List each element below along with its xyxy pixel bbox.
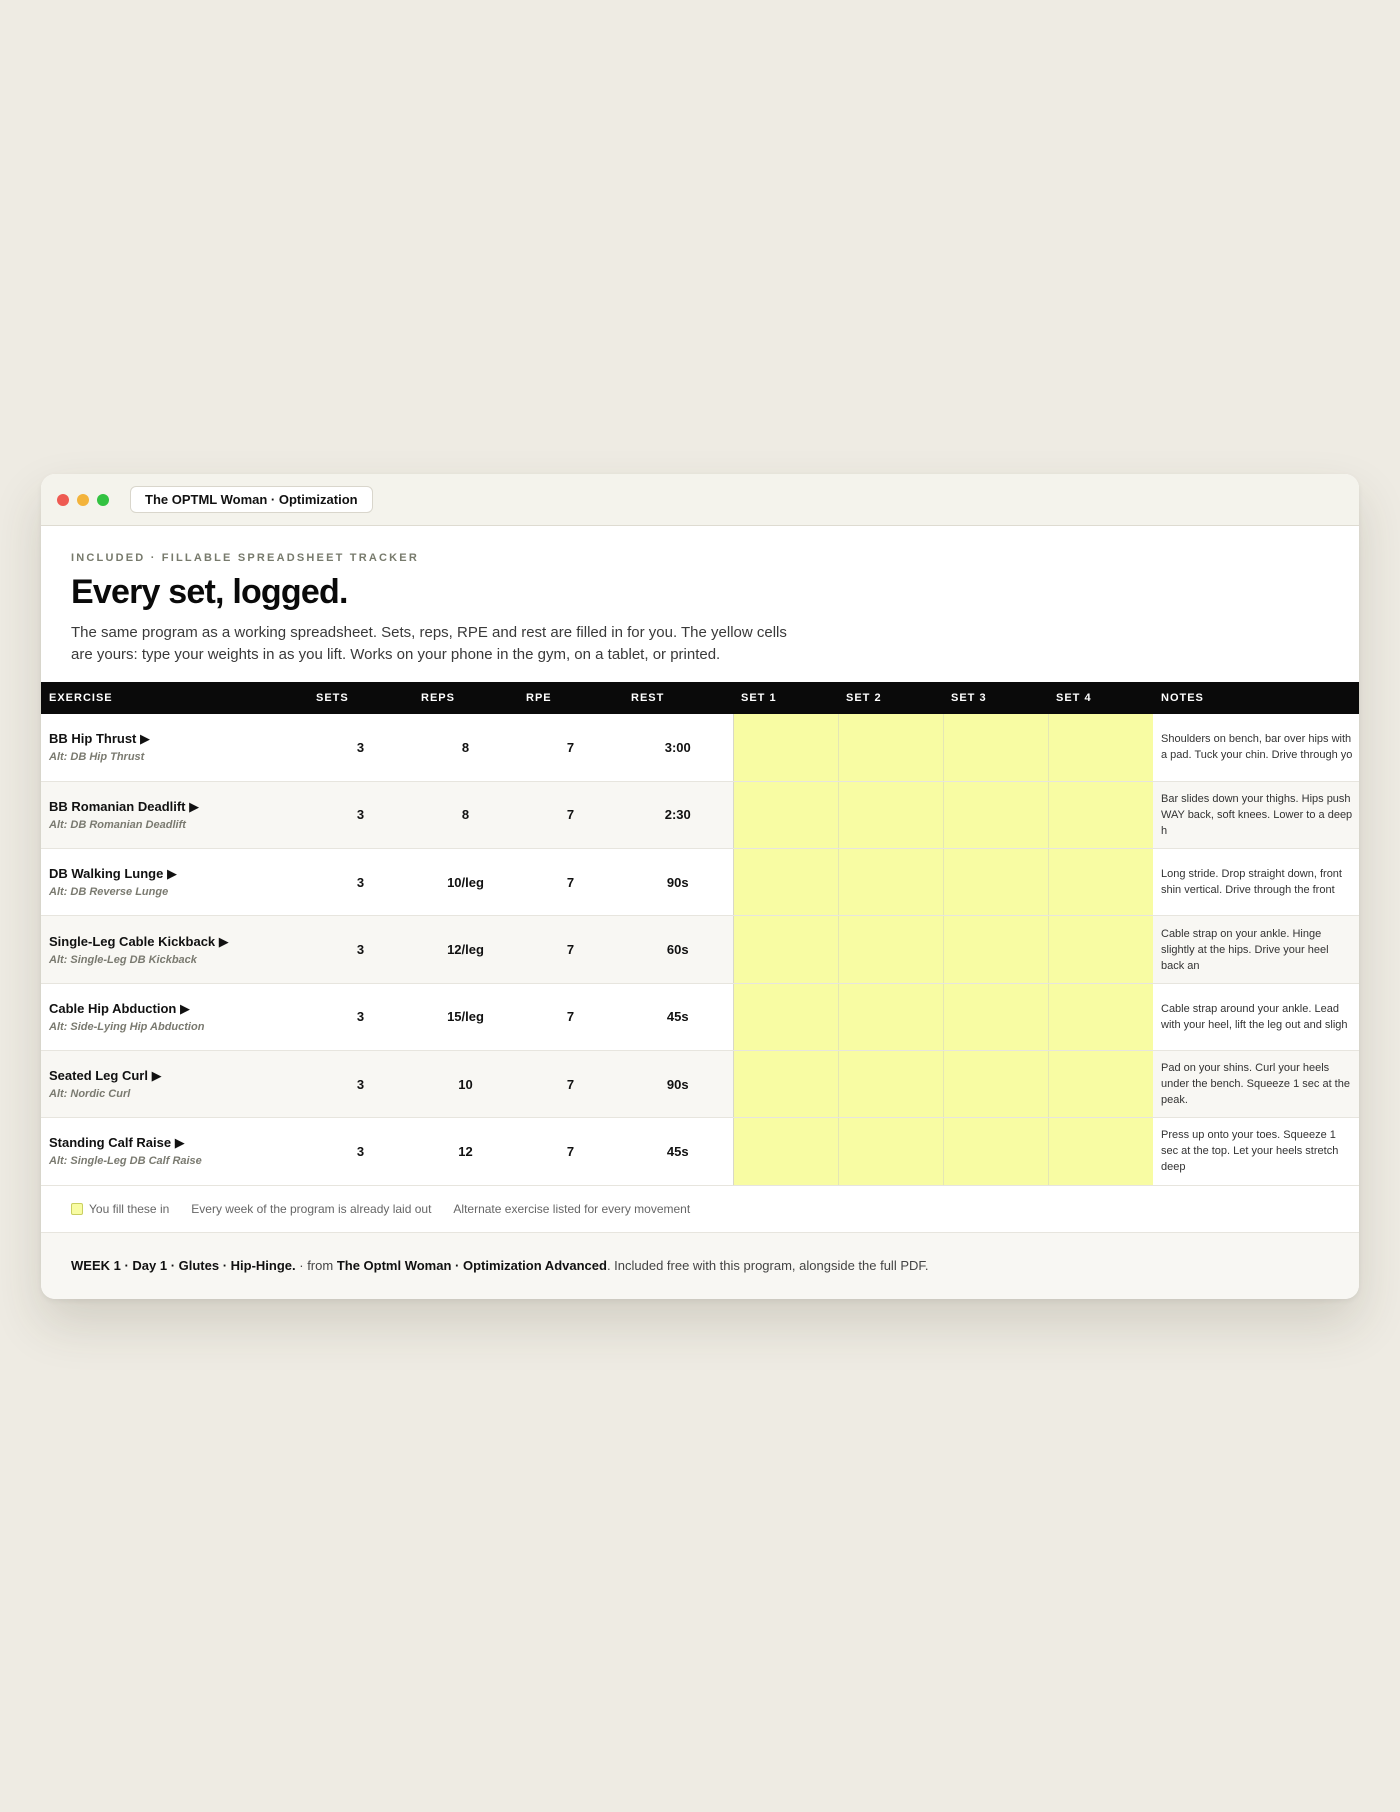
set-4-weight-input[interactable] (1048, 781, 1153, 848)
rest-cell: 3:00 (623, 714, 733, 781)
sets-cell: 3 (308, 916, 413, 983)
rpe-cell: 7 (518, 1118, 623, 1185)
page-title: Every set, logged. (71, 573, 348, 611)
set-2-weight-input[interactable] (838, 1050, 943, 1117)
rest-cell: 90s (623, 849, 733, 916)
set-3-weight-input[interactable] (943, 916, 1048, 983)
set-3-weight-input[interactable] (943, 983, 1048, 1050)
minimize-window-button[interactable] (77, 494, 89, 506)
col-header-notes: NOTES (1153, 682, 1359, 714)
notes-cell: Cable strap around your ankle. Lead with your heel, lift the leg out and sligh (1153, 983, 1359, 1050)
exercise-cell (41, 916, 308, 983)
exercise-name-link[interactable]: Seated Leg Curl ▶ (49, 1068, 162, 1084)
set-2-weight-input[interactable] (838, 1118, 943, 1185)
fill-swatch-icon (71, 1203, 83, 1215)
exercise-cell (41, 849, 308, 916)
set-1-weight-input[interactable] (733, 781, 838, 848)
exercise-alternate: Alt: Nordic Curl (49, 1088, 131, 1101)
col-header-set-4: SET 4 (1048, 682, 1153, 714)
eyebrow-label: INCLUDED · FILLABLE SPREADSHEET TRACKER (71, 552, 419, 564)
table-row (41, 916, 1359, 983)
rpe-cell: 7 (518, 714, 623, 781)
table-row (41, 781, 1359, 848)
table-row (41, 983, 1359, 1050)
set-3-weight-input[interactable] (943, 714, 1048, 781)
set-2-weight-input[interactable] (838, 849, 943, 916)
maximize-window-button[interactable] (97, 494, 109, 506)
notes-cell: Pad on your shins. Curl your heels under the bench. Squeeze 1 sec at the peak. (1153, 1050, 1359, 1117)
exercise-cell (41, 1118, 308, 1185)
set-4-weight-input[interactable] (1048, 849, 1153, 916)
col-header-set-3: SET 3 (943, 682, 1048, 714)
close-window-button[interactable] (57, 494, 69, 506)
set-3-weight-input[interactable] (943, 1118, 1048, 1185)
set-2-weight-input[interactable] (838, 781, 943, 848)
exercise-name-link[interactable]: BB Romanian Deadlift ▶ (49, 798, 200, 814)
intro-description: The same program as a working spreadsheet. Sets, reps, RPE and rest are filled in for you. The yellow cells are yours: type your weights in as you lift. Works on your phone in the gym, on a tablet, or printed. (71, 624, 787, 663)
legend-alternates: Alternate exercise listed for every movement (453, 1202, 691, 1216)
rest-cell: 2:30 (623, 781, 733, 848)
set-1-weight-input[interactable] (733, 916, 838, 983)
set-3-weight-input[interactable] (943, 1050, 1048, 1117)
table-header-row (41, 682, 1359, 714)
legend-fill: You fill these in (89, 1202, 170, 1216)
rest-cell: 90s (623, 1050, 733, 1117)
rpe-cell: 7 (518, 916, 623, 983)
sets-cell: 3 (308, 1118, 413, 1185)
set-4-weight-input[interactable] (1048, 916, 1153, 983)
exercise-alternate: Alt: DB Reverse Lunge (49, 886, 169, 899)
set-1-weight-input[interactable] (733, 983, 838, 1050)
table-row (41, 1050, 1359, 1117)
col-header-reps: REPS (413, 682, 518, 714)
set-3-weight-input[interactable] (943, 781, 1048, 848)
table-legend (71, 1202, 712, 1216)
exercise-name-link[interactable]: DB Walking Lunge ▶ (49, 866, 177, 882)
col-header-rpe: RPE (518, 682, 623, 714)
notes-cell: Cable strap on your ankle. Hinge slightly at the hips. Drive your heel back an (1153, 916, 1359, 983)
reps-cell: 15/leg (413, 983, 518, 1050)
table-row (41, 714, 1359, 781)
notes-cell: Shoulders on bench, bar over hips with a pad. Tuck your chin. Drive through yo (1153, 714, 1359, 781)
col-header-set-2: SET 2 (838, 682, 943, 714)
table-row (41, 1118, 1359, 1185)
footer-note (41, 1232, 1359, 1299)
footer-tail: . Included free with this program, alongside the full PDF. (606, 1258, 929, 1273)
reps-cell: 12/leg (413, 916, 518, 983)
reps-cell: 8 (413, 714, 518, 781)
reps-cell: 8 (413, 781, 518, 848)
exercise-name-link[interactable]: Standing Calf Raise ▶ (49, 1135, 185, 1151)
col-header-exercise: EXERCISE (41, 682, 308, 714)
col-header-rest: REST (623, 682, 733, 714)
rest-cell: 45s (623, 1118, 733, 1185)
set-1-weight-input[interactable] (733, 714, 838, 781)
exercise-alternate: Alt: Single-Leg DB Kickback (49, 953, 197, 966)
exercise-cell (41, 983, 308, 1050)
set-4-weight-input[interactable] (1048, 983, 1153, 1050)
sets-cell: 3 (308, 849, 413, 916)
set-1-weight-input[interactable] (733, 849, 838, 916)
notes-cell: Press up onto your toes. Squeeze 1 sec at the top. Let your heels stretch deep (1153, 1118, 1359, 1185)
set-2-weight-input[interactable] (838, 916, 943, 983)
workout-tracker-table (41, 682, 1359, 1186)
exercise-cell (41, 1050, 308, 1117)
set-1-weight-input[interactable] (733, 1118, 838, 1185)
rpe-cell: 7 (518, 849, 623, 916)
intro-section (71, 552, 831, 666)
exercise-cell (41, 714, 308, 781)
exercise-alternate: Alt: DB Hip Thrust (49, 751, 145, 764)
exercise-alternate: Alt: Single-Leg DB Calf Raise (49, 1155, 202, 1168)
notes-cell: Long stride. Drop straight down, front shin vertical. Drive through the front (1153, 849, 1359, 916)
rest-cell: 60s (623, 916, 733, 983)
app-window (41, 474, 1359, 1299)
rest-cell: 45s (623, 983, 733, 1050)
set-3-weight-input[interactable] (943, 849, 1048, 916)
set-4-weight-input[interactable] (1048, 1050, 1153, 1117)
set-2-weight-input[interactable] (838, 714, 943, 781)
sets-cell: 3 (308, 1050, 413, 1117)
exercise-name-link[interactable]: BB Hip Thrust ▶ (49, 731, 150, 747)
legend-weeks: Every week of the program is already laid out (191, 1202, 432, 1216)
set-2-weight-input[interactable] (838, 983, 943, 1050)
rpe-cell: 7 (518, 983, 623, 1050)
reps-cell: 12 (413, 1118, 518, 1185)
reps-cell: 10/leg (413, 849, 518, 916)
footer-from: · from (295, 1258, 337, 1273)
title-bar (41, 474, 1359, 526)
col-header-sets: SETS (308, 682, 413, 714)
table-row (41, 849, 1359, 916)
notes-cell: Bar slides down your thighs. Hips push WAY back, soft knees. Lower to a deep h (1153, 781, 1359, 848)
set-1-weight-input[interactable] (733, 1050, 838, 1117)
rpe-cell: 7 (518, 781, 623, 848)
exercise-alternate: Alt: Side-Lying Hip Abduction (49, 1020, 205, 1033)
sets-cell: 3 (308, 781, 413, 848)
col-header-set-1: SET 1 (733, 682, 838, 714)
exercise-cell (41, 781, 308, 848)
sets-cell: 3 (308, 714, 413, 781)
set-4-weight-input[interactable] (1048, 1118, 1153, 1185)
footer-program: The Optml Woman · Optimization Advanced (336, 1258, 607, 1273)
window-tab[interactable]: The OPTML Woman · Optimization (130, 486, 373, 513)
exercise-name-link[interactable]: Single-Leg Cable Kickback ▶ (49, 933, 229, 949)
exercise-alternate: Alt: DB Romanian Deadlift (49, 818, 186, 831)
reps-cell: 10 (413, 1050, 518, 1117)
rpe-cell: 7 (518, 1050, 623, 1117)
set-4-weight-input[interactable] (1048, 714, 1153, 781)
exercise-name-link[interactable]: Cable Hip Abduction ▶ (49, 1000, 190, 1016)
sets-cell: 3 (308, 983, 413, 1050)
footer-week: WEEK 1 · Day 1 · Glutes · Hip-Hinge. (71, 1258, 296, 1273)
